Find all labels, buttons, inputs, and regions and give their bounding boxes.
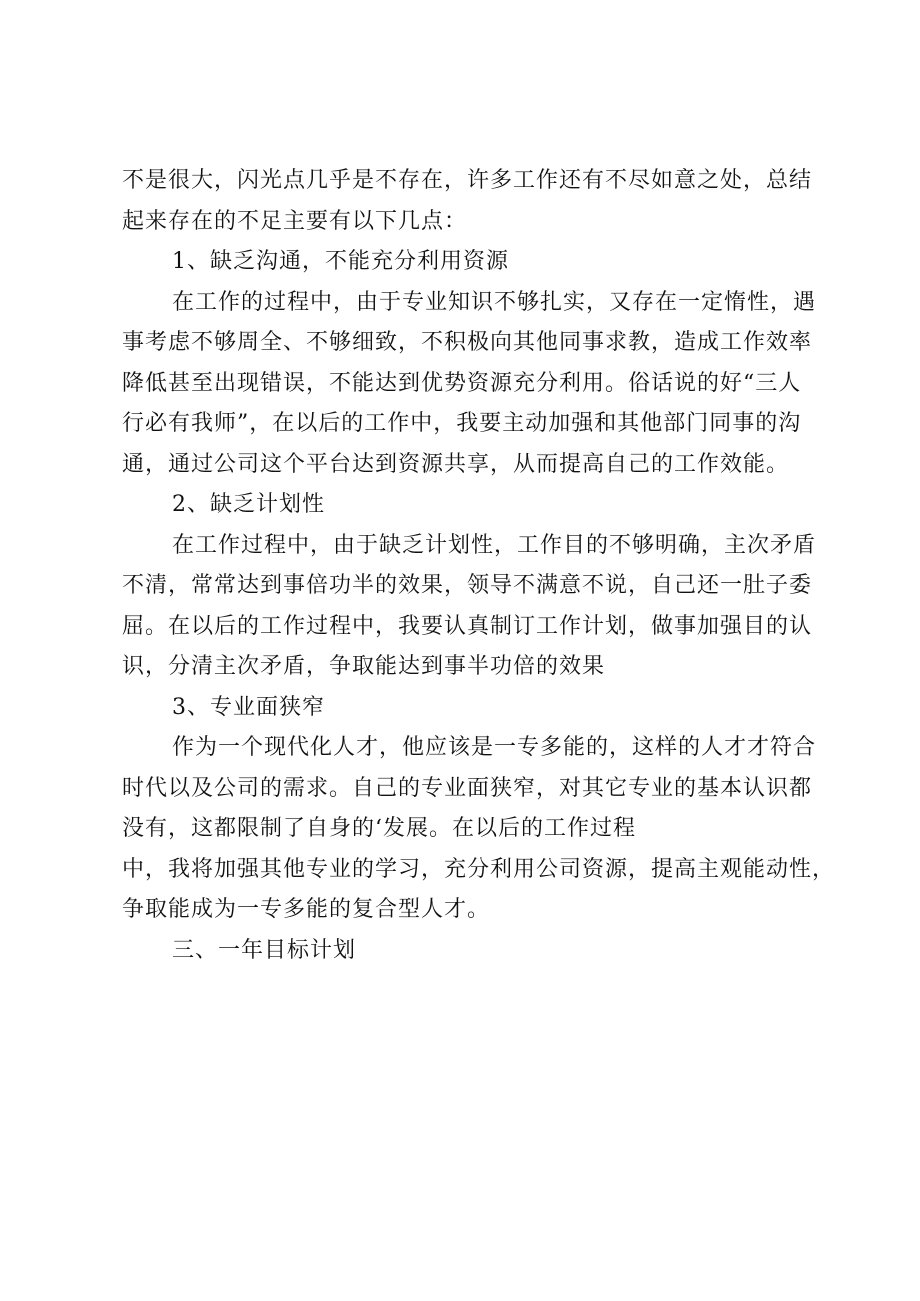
paragraph-line: 起来存在的不足主要有以下几点： bbox=[122, 208, 468, 234]
paragraph-line: 不清，常常达到事倍功半的效果，领导不满意不说，自己还一肚子委 bbox=[122, 573, 813, 598]
paragraph-line: 识，分清主次矛盾，争取能达到事半功倍的效果 bbox=[122, 654, 606, 679]
paragraph-line: 行必有我师”，在以后的工作中，我要主动加强和其他部门同事的沟 bbox=[122, 411, 802, 436]
section-heading-2: 2、缺乏计划性 bbox=[172, 492, 325, 517]
paragraph-line: 事考虑不够周全、不够细致，不积极向其他同事求教，造成工作效率 bbox=[122, 330, 813, 355]
section-heading-1: 1、缺乏沟通，不能充分利用资源 bbox=[172, 249, 509, 274]
paragraph-line: 屈。在以后的工作过程中，我要认真制订工作计划，做事加强目的认 bbox=[122, 613, 813, 639]
paragraph-line: 没有，这都限制了自身的‘发展。在以后的工作过程 bbox=[122, 816, 636, 841]
paragraph-line: 作为一个现代化人才，他应该是一专多能的，这样的人才才符合 bbox=[172, 735, 817, 760]
paragraph-line: 降低甚至出现错误，不能达到优势资源充分利用。俗话说的好“三人 bbox=[122, 370, 802, 396]
paragraph-line: 时代以及公司的需求。自己的专业面狭窄，对其它专业的基本认识都 bbox=[122, 775, 813, 801]
paragraph-line: 不是很大，闪光点几乎是不存在，许多工作还有不尽如意之处，总结 bbox=[122, 168, 813, 193]
paragraph-line: 在工作的过程中，由于专业知识不够扎实，又存在一定惰性，遇 bbox=[172, 289, 817, 315]
document-body bbox=[122, 161, 836, 971]
paragraph-line: 通，通过公司这个平台达到资源共享，从而提高自己的工作效能。 bbox=[122, 451, 790, 477]
paragraph-line: 中，我将加强其他专业的学习，充分利用公司资源，提高主观能动性， bbox=[122, 856, 836, 882]
section-heading-annual-plan: 三、一年目标计划 bbox=[172, 937, 357, 963]
paragraph-line: 争取能成为一专多能的复合型人才。 bbox=[122, 897, 491, 922]
paragraph-line: 在工作过程中，由于缺乏计划性，工作目的不够明确，主次矛盾 bbox=[172, 532, 817, 558]
section-heading-3: 3、专业面狭窄 bbox=[172, 694, 325, 720]
